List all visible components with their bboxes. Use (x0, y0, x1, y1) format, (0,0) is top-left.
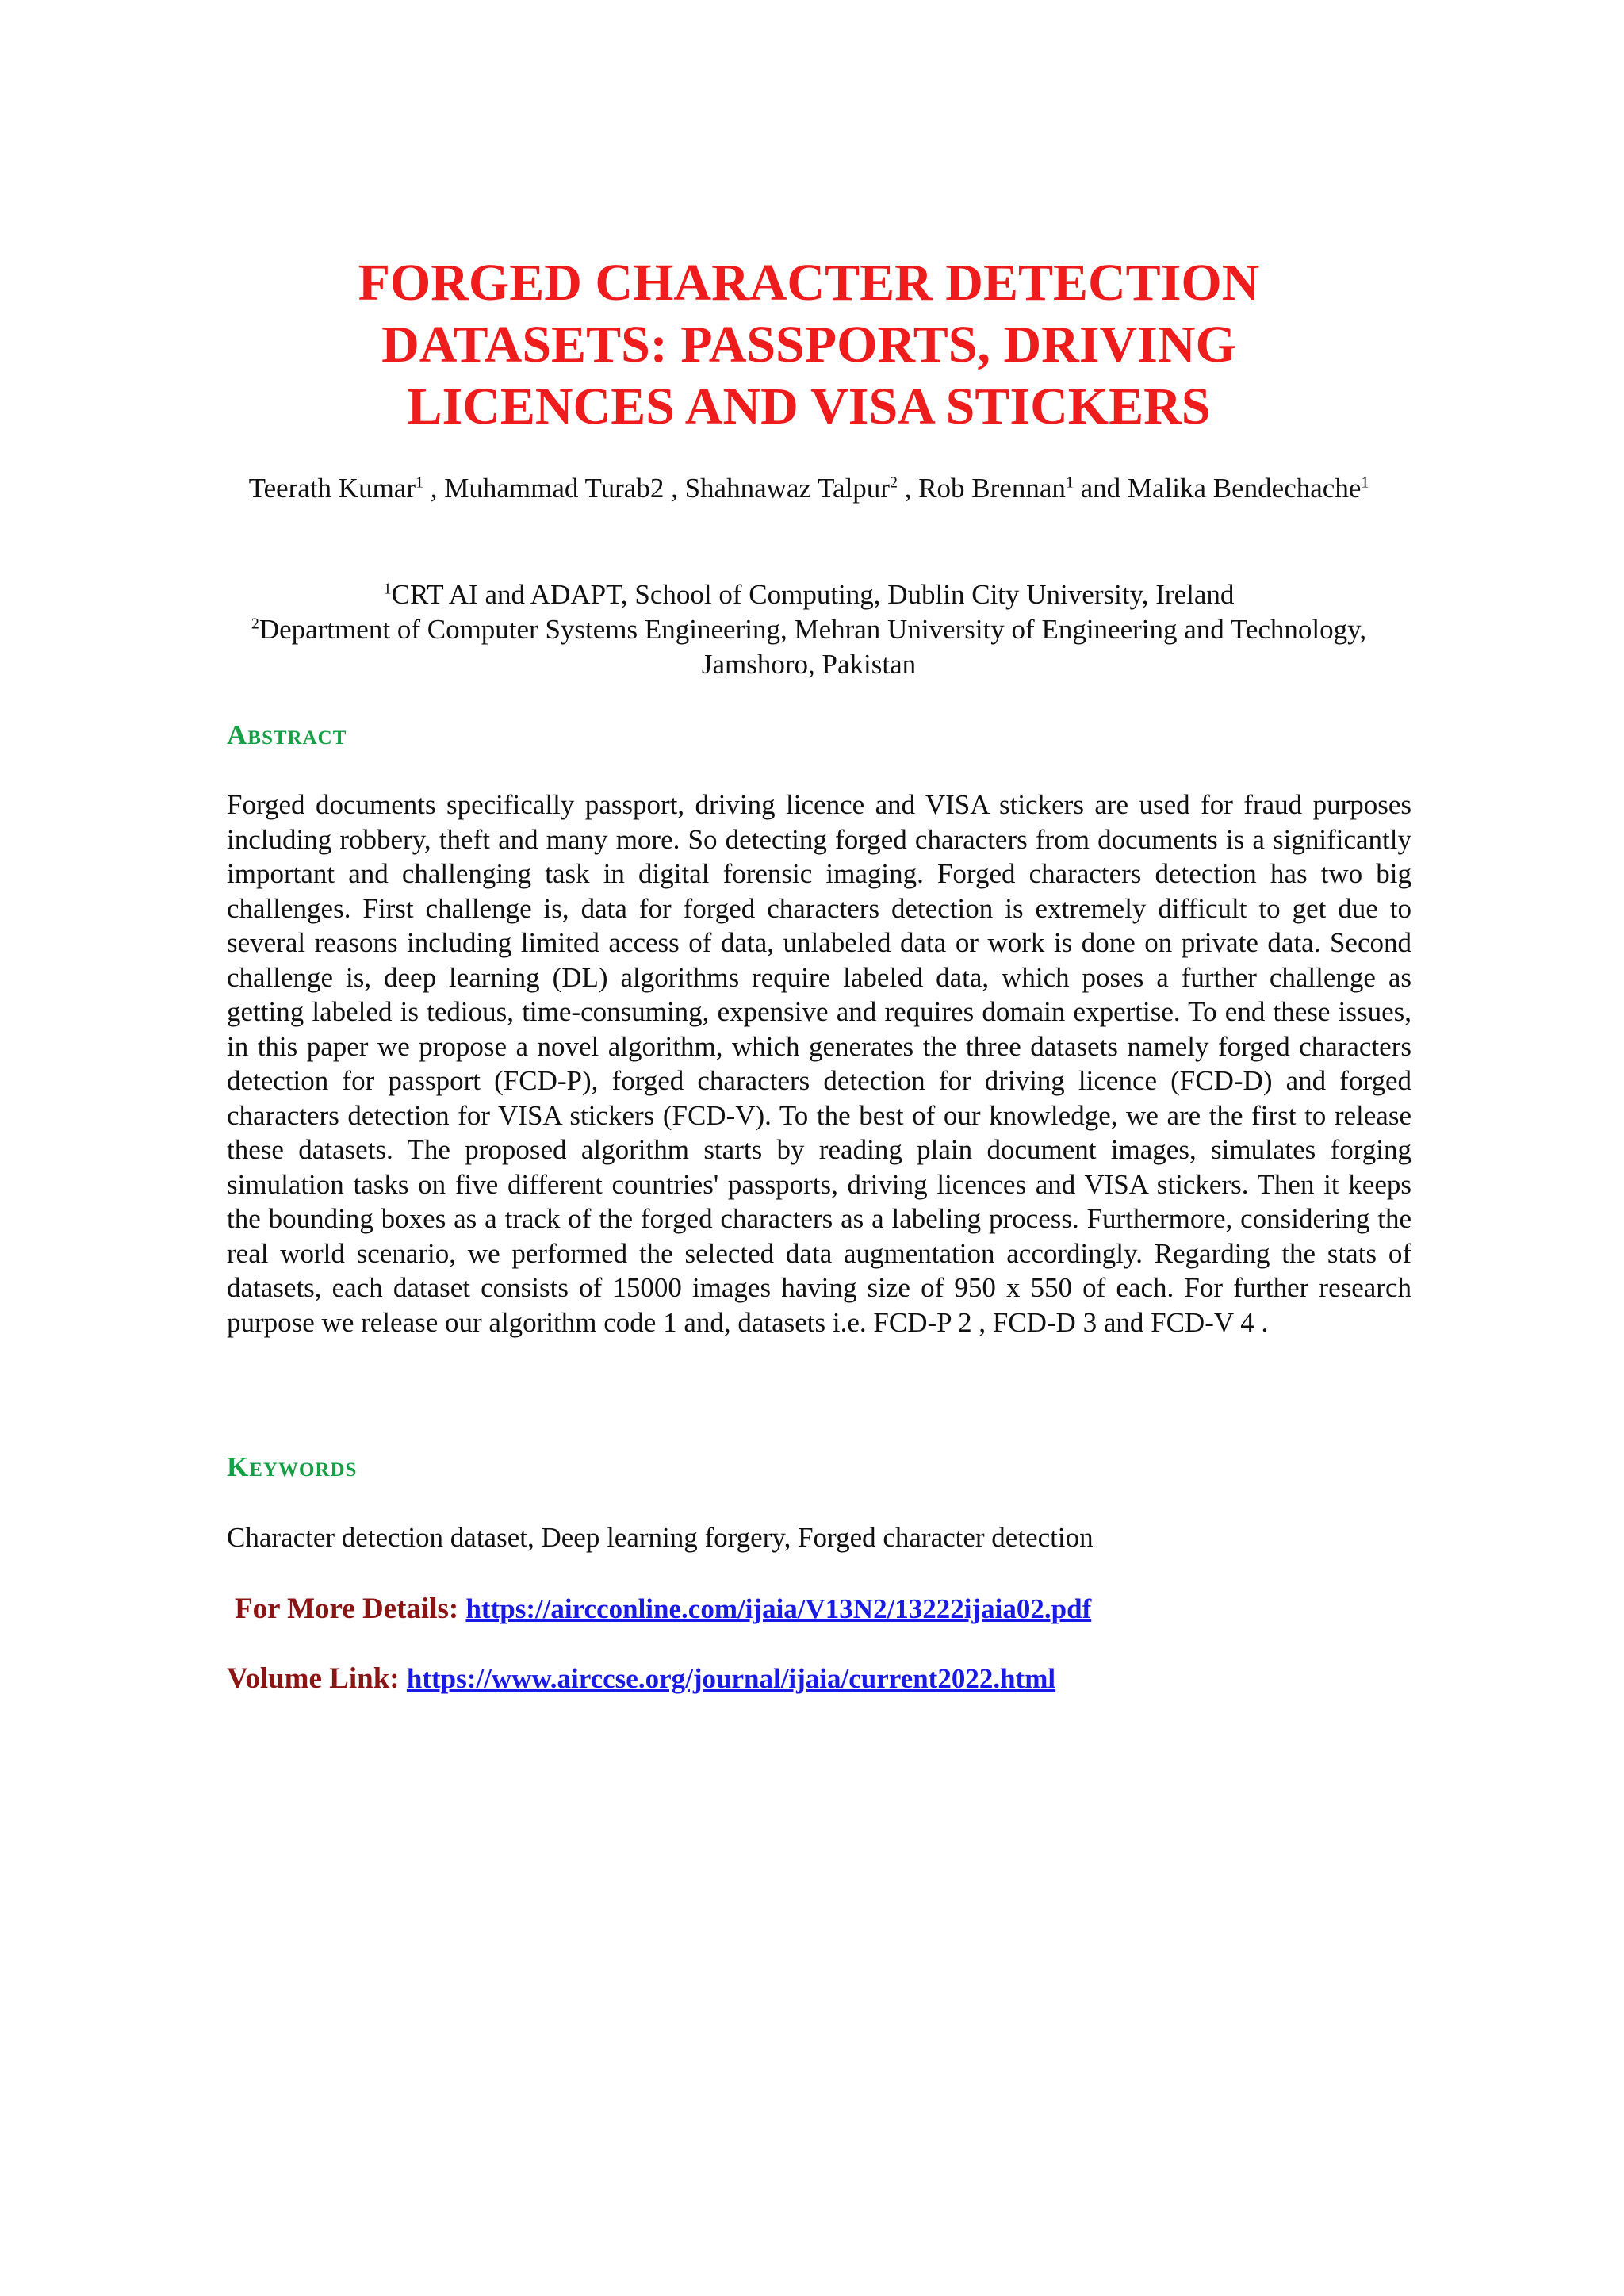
author-affiliation-mark: 1 (416, 473, 423, 492)
author-name: and Malika Bendechache (1073, 473, 1362, 504)
title-line-3: LICENCES AND VISA STICKERS (407, 378, 1211, 435)
volume-link-label: Volume Link: (227, 1662, 400, 1695)
more-details-row (235, 1592, 1091, 1627)
keywords-body: Character detection dataset, Deep learning forgery, Forged character detection (227, 1522, 1094, 1553)
volume-link-row (227, 1662, 1055, 1696)
author-affiliation-mark: 1 (1065, 473, 1074, 492)
abstract-heading: Abstract (227, 719, 347, 750)
title-line-1: FORGED CHARACTER DETECTION (358, 254, 1260, 312)
affiliation-list (222, 577, 1396, 682)
author-list (222, 470, 1396, 506)
more-details-link[interactable]: https://aircconline.com/ijaia/V13N2/13222ijaia02.pdf (465, 1593, 1092, 1624)
title-line-2: DATASETS: PASSPORTS, DRIVING (381, 316, 1236, 374)
abstract-body: Forged documents specifically passport, driving licence and VISA stickers are used for fraud purposes including robbery, theft and many more. So detecting forged characters from documents is a significantly important and challenging task in digital forensic imaging. Forged characters detection has two big challenges. First challenge is, data for forged characters detection is extremely difficult to get due to several reasons including limited access of data, unlabeled data or work is done on private data. Second challenge is, deep learning (DL) algorithms require labeled data, which poses a further challenge as getting labeled is tedious, time-consuming, expensive and requires domain expertise. To end these issues, in this paper we propose a novel algorithm, which generates the three datasets namely forged characters detection for passport (FCD-P), forged characters detection for driving licence (FCD-D) and forged characters detection for VISA stickers (FCD-V). To the best of our knowledge, we are the first to release these datasets. The proposed algorithm starts by reading plain document images, simulates forging simulation tasks on five different countries' passports, driving licences and VISA stickers. Then it keeps the bounding boxes as a track of the forged characters as a labeling process. Furthermore, considering the real world scenario, we performed the selected data augmentation accordingly. Regarding the stats of datasets, each dataset consists of 15000 images having size of 950 x 550 of each. For further research purpose we release our algorithm code 1 and, datasets i.e. FCD-P 2 , FCD-D 3 and FCD-V 4 . (227, 789, 1411, 1338)
author-name: , Rob Brennan (897, 473, 1066, 504)
paper-title (238, 252, 1380, 438)
author-affiliation-mark: 1 (1361, 473, 1369, 492)
affiliation-text: CRT AI and ADAPT, School of Computing, Dublin City University, Ireland (391, 579, 1235, 610)
affiliation-1 (222, 577, 1396, 612)
volume-link[interactable]: https://www.airccse.org/journal/ijaia/current2022.html (406, 1663, 1056, 1694)
more-details-label: For More Details: (235, 1593, 459, 1625)
keywords-heading: Keywords (227, 1451, 358, 1482)
affiliation-mark: 2 (251, 615, 259, 633)
author-name: , Muhammad Turab2 , Shahnawaz Talpur (423, 473, 890, 504)
affiliation-mark: 1 (383, 580, 392, 598)
author-name: Teerath Kumar (248, 473, 416, 504)
author-affiliation-mark: 2 (889, 473, 898, 492)
affiliation-2 (222, 612, 1396, 682)
affiliation-text: Department of Computer Systems Engineering, Mehran University of Engineering and Technology, Jamshoro, Pakistan (259, 614, 1367, 680)
